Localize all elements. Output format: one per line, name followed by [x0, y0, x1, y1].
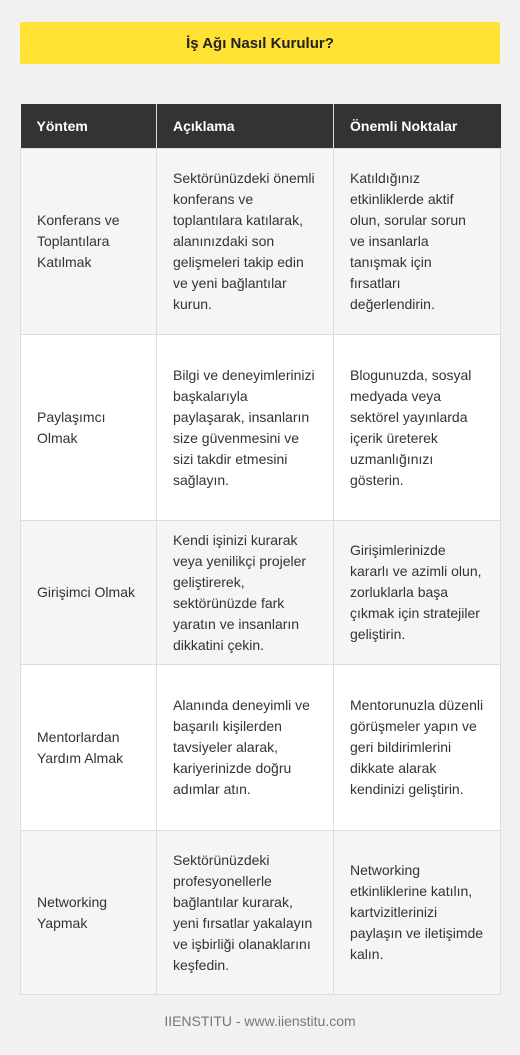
table-row: [21, 831, 501, 995]
info-table: [20, 104, 501, 995]
header-method: Yöntem: [21, 104, 157, 149]
cell-notes: Katıldığınız etkinliklerde aktif olun, sorular sorun ve insanlarla tanışmak için fırsatları değerlendirin.: [334, 149, 501, 335]
cell-method: Mentorlardan Yardım Almak: [21, 665, 157, 831]
cell-description: Sektörünüzdeki önemli konferans ve toplantılara katılarak, alanınızdaki son gelişmeleri takip edin ve yeni bağlantılar kurun.: [157, 149, 334, 335]
header-notes: Önemli Noktalar: [334, 104, 501, 149]
header-description: Açıklama: [157, 104, 334, 149]
cell-description: Bilgi ve deneyimlerinizi başkalarıyla paylaşarak, insanların size güvenmesini ve sizi takdir etmesini sağlayın.: [157, 335, 334, 521]
cell-description: Kendi işinizi kurarak veya yenilikçi projeler geliştirerek, sektörünüzde fark yaratın ve insanların dikkatini çekin.: [157, 521, 334, 665]
table-row: [21, 149, 501, 335]
cell-notes: Networking etkinliklerine katılın, kartvizitlerinizi paylaşın ve iletişimde kalın.: [334, 831, 501, 995]
cell-description: Sektörünüzdeki profesyonellerle bağlantılar kurarak, yeni fırsatlar yakalayın ve işbirliği olanaklarını keşfedin.: [157, 831, 334, 995]
table-row: [21, 335, 501, 521]
cell-notes: Mentorunuzla düzenli görüşmeler yapın ve geri bildirimlerini dikkate alarak kendinizi geliştirin.: [334, 665, 501, 831]
table-row: [21, 521, 501, 665]
table-row: [21, 665, 501, 831]
table-header-row: [21, 104, 501, 149]
cell-method: Paylaşımcı Olmak: [21, 335, 157, 521]
page-title: İş Ağı Nasıl Kurulur?: [20, 22, 500, 64]
footer-credit: IIENSTITU - www.iienstitu.com: [164, 1013, 356, 1029]
cell-notes: Blogunuzda, sosyal medyada veya sektörel yayınlarda içerik üreterek uzmanlığınızı gösterin.: [334, 335, 501, 521]
cell-method: Konferans ve Toplantılara Katılmak: [21, 149, 157, 335]
cell-description: Alanında deneyimli ve başarılı kişilerden tavsiyeler alarak, kariyerinizde doğru adımlar atın.: [157, 665, 334, 831]
cell-notes: Girişimlerinizde kararlı ve azimli olun, zorluklarla başa çıkmak için stratejiler geliştirin.: [334, 521, 501, 665]
cell-method: Girişimci Olmak: [21, 521, 157, 665]
cell-method: Networking Yapmak: [21, 831, 157, 995]
